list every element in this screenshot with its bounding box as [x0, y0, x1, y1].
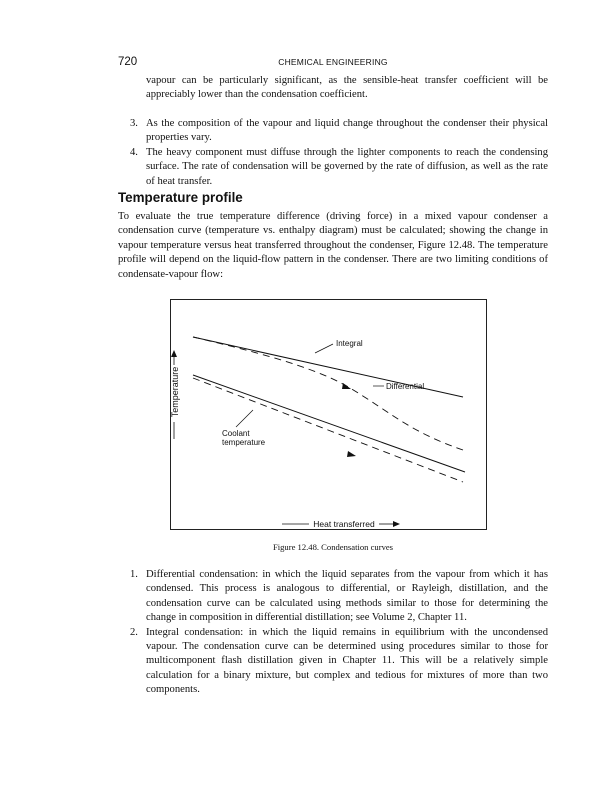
section-heading: Temperature profile — [118, 190, 243, 205]
flow-arrowhead-lower — [347, 451, 356, 457]
coolant-annotation-line-1: Coolant — [222, 429, 250, 438]
list-item-number: 4. — [130, 146, 138, 158]
list-item — [118, 568, 548, 626]
y-axis-label: Temperature — [170, 366, 180, 418]
differential-annotation: Differential — [386, 382, 425, 391]
condensation-curves-chart — [150, 300, 490, 538]
list-item-number: 3. — [130, 118, 138, 129]
vapour-line — [193, 375, 465, 472]
y-axis-arrowhead — [171, 350, 177, 357]
x-axis-label: Heat transferred — [313, 519, 375, 529]
flow-arrowhead-upper — [342, 383, 351, 389]
list-item — [118, 626, 548, 698]
list-item — [118, 117, 548, 146]
continuation-paragraph: vapour can be particularly significant, as the sensible-heat transfer coefficient will be appreciably lower than the condensation coefficient. — [146, 75, 548, 101]
coolant-annotation — [222, 429, 266, 447]
figure-caption: Figure 12.48. Condensation curves — [272, 542, 394, 552]
list-item-text: Differential condensation: in which the liquid separates from the vapour from which it has condensed. This process is analogous to differential, or Rayleigh, distillation, and the condensation curve can be calculated using methods similar to those for determining the change in composition in differential distillation; see Volume 2, Chapter 11. — [146, 569, 548, 624]
list-item-text: As the composition of the vapour and liquid change throughout the condenser their physical properties vary. — [146, 118, 548, 144]
integral-annotation: Integral — [336, 339, 363, 348]
list-item-number: 2. — [130, 626, 138, 638]
coolant-leader — [236, 410, 253, 427]
list-item-text: The heavy component must diffuse through the lighter components to reach the condensing surface. The rate of condensation will be governed by the rate of diffusion, as well as the rate of heat transfer. — [146, 146, 548, 187]
x-axis-arrowhead — [393, 521, 400, 527]
list-item-text: Integral condensation: in which the liquid remains in equilibrium with the uncondensed vapour. The condensation curve can be determined using procedures similar to those for multicomponent flash distillation given in Chapter 11. This will be a relatively simple calculation for a binary mixture, but complex and tedious for mixtures of more than two components. — [146, 626, 548, 696]
bottom-numbered-list — [118, 568, 548, 698]
running-title: CHEMICAL ENGINEERING — [278, 57, 388, 67]
page-header — [118, 56, 548, 70]
coolant-annotation-line-2: temperature — [222, 438, 266, 447]
y-axis-label-group — [170, 350, 180, 439]
top-numbered-list — [118, 117, 548, 189]
series-lines — [193, 337, 465, 482]
page-number: 720 — [118, 56, 138, 68]
integral-leader — [315, 344, 333, 353]
list-item — [118, 146, 548, 189]
intro-paragraph: To evaluate the true temperature difference (driving force) in a mixed vapour condenser a condensation curve (temperature vs. enthalpy diagram) must be calculated; showing the change in vapour temperature versus heat transferred throughout the condenser, Figure 12.48. The temperature profile will depend on the liquid-flow pattern in the condenser. There are two limiting conditions of condensate-vapour flow: — [118, 211, 548, 280]
x-axis-label-group — [282, 519, 400, 529]
annotations — [222, 339, 424, 447]
list-item-number: 1. — [130, 569, 138, 580]
